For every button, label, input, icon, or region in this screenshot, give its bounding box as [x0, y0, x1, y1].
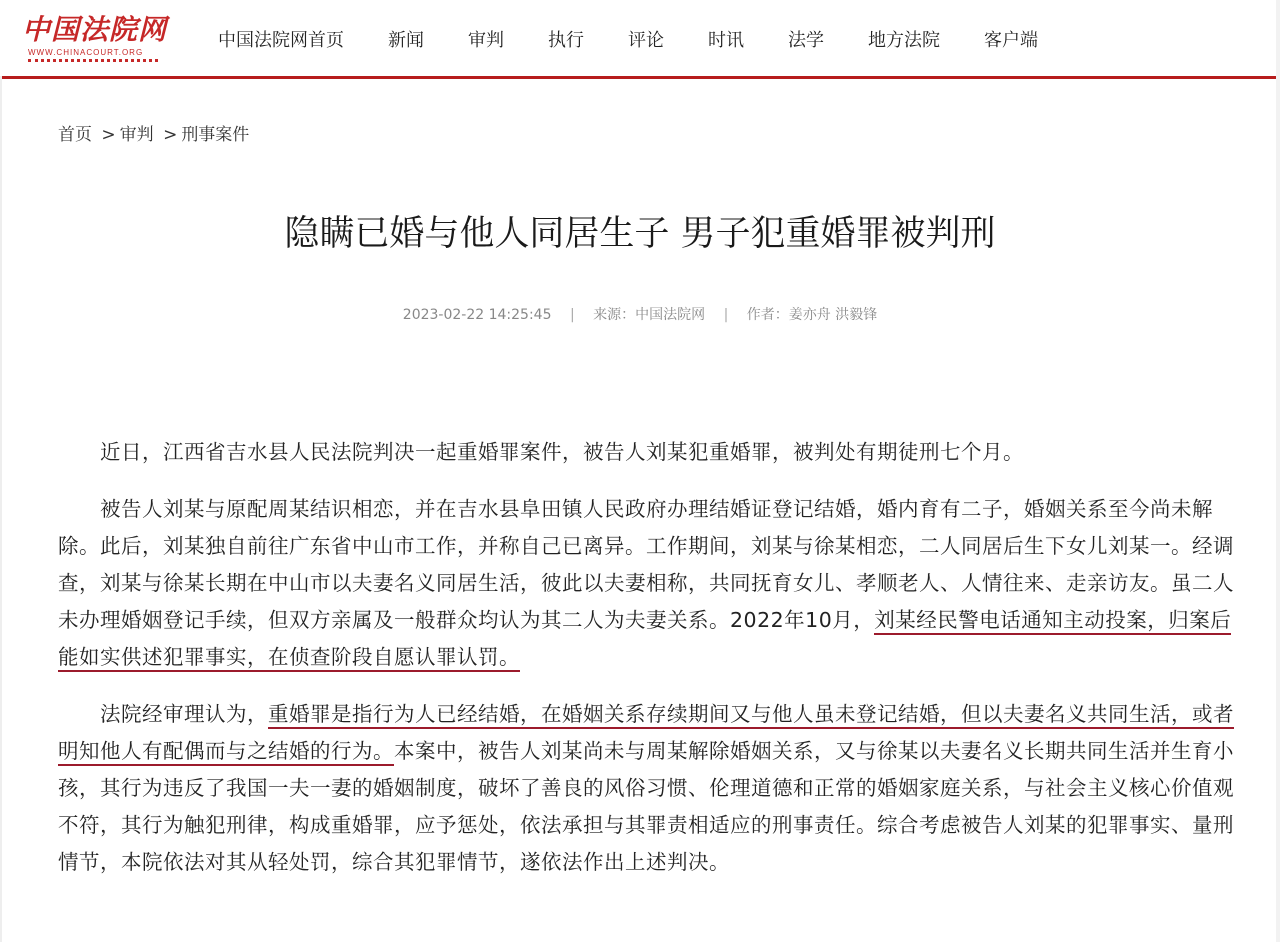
nav-item-home[interactable]: 中国法院网首页: [218, 30, 344, 51]
logo-decoration: [28, 59, 158, 66]
breadcrumb-home[interactable]: 首页: [58, 125, 92, 145]
article-paragraph: [58, 434, 1238, 471]
breadcrumb-separator: >: [101, 125, 116, 145]
nav-item-commentary[interactable]: 评论: [628, 30, 664, 51]
article-paragraph: [58, 491, 1238, 676]
highlighted-text: 刘某经民警电话通知主动投案，归案后能如实供述犯罪事实，在侦查阶段自愿认罪认罚。: [58, 608, 1231, 672]
article-title: 隐瞒已婚与他人同居生子 男子犯重婚罪被判刑: [284, 214, 996, 254]
breadcrumb: [58, 120, 249, 145]
site-logo[interactable]: [22, 6, 168, 68]
nav-item-bulletin[interactable]: 时讯: [708, 30, 744, 51]
article-meta: [0, 304, 1280, 324]
nav-item-news[interactable]: 新闻: [388, 30, 424, 51]
main-nav: [218, 26, 1082, 52]
nav-item-trial[interactable]: 审判: [468, 30, 504, 51]
paragraph-text: 本案中，被告人刘某尚未与周某解除婚姻关系，又与徐某以夫妻名义长期共同生活并生育小孩，其行为违反了我国一夫一妻的婚姻制度，破坏了善良的风俗习惯、伦理道德和正常的婚姻家庭关系，与社会主义核心价值观不符，其行为触犯刑律，构成重婚罪，应予惩处，依法承担与其罪责相适应的刑事责任。综合考虑被告人刘某的犯罪事实、量刑情节，本院依法对其从轻处罚，综合其犯罪情节，遂依法作出上述判决。: [58, 739, 1234, 874]
page-right-border: [1276, 0, 1280, 942]
logo-text: 中国法院网: [22, 13, 168, 46]
breadcrumb-separator: >: [163, 125, 178, 145]
nav-item-client-app[interactable]: 客户端: [984, 30, 1038, 51]
nav-item-legal-studies[interactable]: 法学: [788, 30, 824, 51]
paragraph-text: 被告人刘某与原配周某结识相恋，并在吉水县阜田镇人民政府办理结婚证登记结婚，婚内育有二子，婚姻关系至今尚未解除。此后，刘某独自前往广东省中山市工作，并称自己已离异。工作期间，刘某与徐某相恋，二人同居后生下女儿刘某一。经调查，刘某与徐某长期在中山市以夫妻名义同居生活，彼此以夫妻相称，共同抚育女儿、孝顺老人、人情往来、走亲访友。虽二人未办理婚姻登记手续，但双方亲属及一般群众均认为其二人为夫妻关系。2022年10月，: [58, 497, 1234, 632]
logo-subtext: WWW.CHINACOURT.ORG: [28, 48, 144, 57]
paragraph-text: 近日，江西省吉水县人民法院判决一起重婚罪案件，被告人刘某犯重婚罪，被判处有期徒刑七个月。: [100, 440, 1024, 464]
highlighted-text: 重婚罪是指行为人已经结婚，在婚姻关系存续期间又与他人虽未登记结婚，但以夫妻名义共同生活，或者明知他人有配偶而与之结婚的行为。: [58, 702, 1234, 766]
article-body: [58, 434, 1238, 901]
site-header: [0, 0, 1280, 79]
article-source: 来源：中国法院网: [593, 307, 706, 323]
breadcrumb-section[interactable]: 审判: [119, 125, 154, 145]
article-paragraph: [58, 696, 1238, 881]
meta-divider: |: [569, 307, 575, 323]
nav-item-local-courts[interactable]: 地方法院: [868, 30, 940, 51]
nav-item-execution[interactable]: 执行: [548, 30, 584, 51]
article-datetime: 2023-02-22 14:25:45: [402, 307, 552, 323]
paragraph-text: 法院经审理认为，: [100, 702, 268, 726]
breadcrumb-subsection[interactable]: 刑事案件: [181, 125, 250, 145]
meta-divider: |: [723, 307, 729, 323]
article-author: 作者：姜亦舟 洪毅锋: [746, 307, 878, 323]
